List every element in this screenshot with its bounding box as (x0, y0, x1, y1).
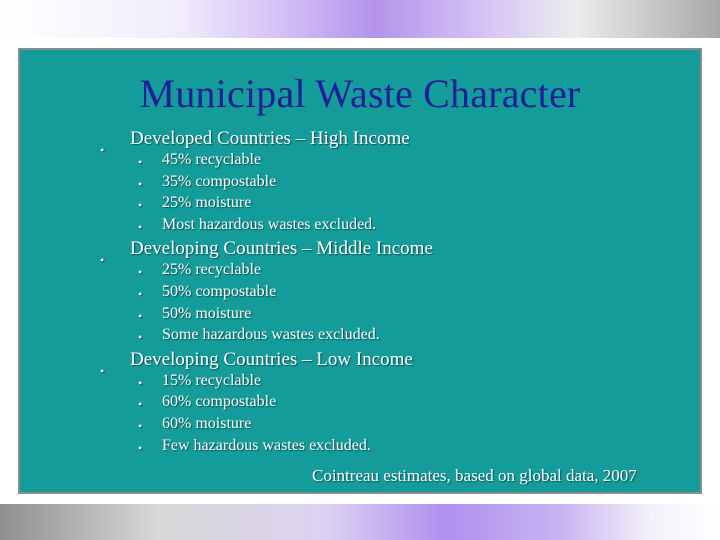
source-footnote: Cointreau estimates, based on global data, 2007 (312, 466, 637, 485)
bullet-icon: • (138, 265, 143, 279)
list-item: 25% recyclable (162, 261, 262, 278)
bullet-icon: • (138, 376, 143, 390)
bullet-icon: • (138, 155, 143, 169)
slide-title: Municipal Waste Character (139, 71, 581, 116)
list-item: 50% moisture (162, 305, 252, 322)
list-item: 35% compostable (162, 173, 277, 190)
section-heading-middle-income: Developing Countries – Middle Income (130, 238, 433, 259)
bullet-icon: • (138, 309, 143, 323)
list-item: 60% compostable (162, 393, 277, 410)
section-heading-high-income: Developed Countries – High Income (130, 128, 410, 149)
bottom-gradient-band (0, 504, 720, 540)
bullet-icon: • (138, 441, 143, 455)
bullet-icon: • (100, 253, 105, 267)
bullet-icon: • (138, 397, 143, 411)
bullet-icon: • (138, 198, 143, 212)
page-number: 7 (648, 508, 655, 523)
top-gradient-band (0, 0, 720, 38)
list-item: 60% moisture (162, 415, 252, 432)
list-item: 50% compostable (162, 283, 277, 300)
bullet-icon: • (138, 330, 143, 344)
list-item: 45% recyclable (162, 151, 262, 168)
list-item: Some hazardous wastes excluded. (162, 326, 380, 343)
bullet-icon: • (138, 220, 143, 234)
list-item: 15% recyclable (162, 372, 262, 389)
bullet-icon: • (138, 419, 143, 433)
list-item: 25% moisture (162, 194, 252, 211)
bullet-icon: • (138, 287, 143, 301)
bullet-icon: • (100, 143, 105, 157)
list-item: Most hazardous wastes excluded. (162, 216, 377, 233)
bullet-icon: • (100, 364, 105, 378)
list-item: Few hazardous wastes excluded. (162, 437, 371, 454)
section-heading-low-income: Developing Countries – Low Income (130, 349, 413, 370)
bullet-icon: • (138, 177, 143, 191)
